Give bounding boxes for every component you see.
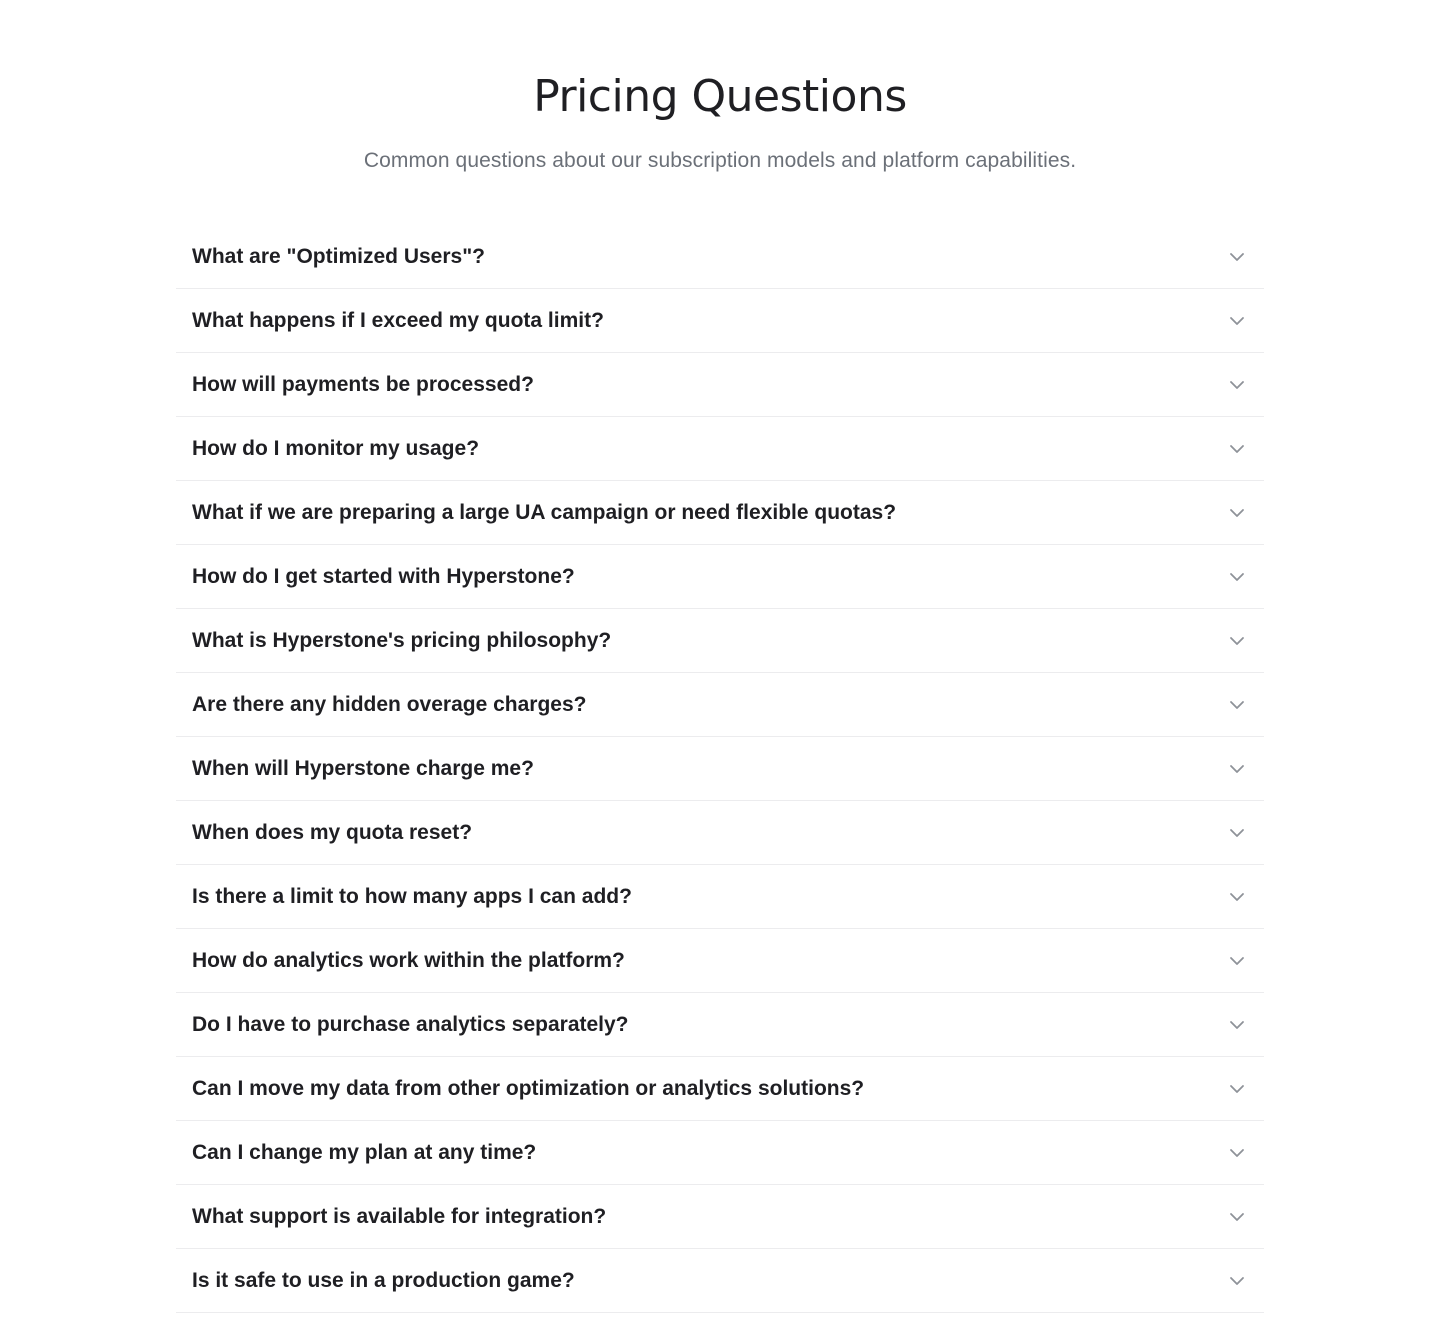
faq-question: How do I monitor my usage? xyxy=(192,436,480,460)
faq-item[interactable] xyxy=(176,289,1264,353)
chevron-down-icon[interactable] xyxy=(1228,632,1246,650)
faq-question: Can I change my plan at any time? xyxy=(192,1140,537,1164)
faq-item[interactable] xyxy=(176,737,1264,801)
faq-question: Is it safe to use in a production game? xyxy=(192,1268,575,1292)
faq-item[interactable] xyxy=(176,609,1264,673)
chevron-down-icon[interactable] xyxy=(1228,952,1246,970)
faq-question: What support is available for integration? xyxy=(192,1204,607,1228)
chevron-down-icon[interactable] xyxy=(1228,568,1246,586)
chevron-down-icon[interactable] xyxy=(1228,696,1246,714)
page-subtitle: Common questions about our subscription models and platform capabilities. xyxy=(363,149,1077,172)
faq-item[interactable] xyxy=(176,225,1264,289)
faq-item[interactable] xyxy=(176,481,1264,545)
chevron-down-icon[interactable] xyxy=(1228,1272,1246,1290)
chevron-down-icon[interactable] xyxy=(1228,1144,1246,1162)
faq-item[interactable] xyxy=(176,417,1264,481)
faq-question: Can I move my data from other optimization or analytics solutions? xyxy=(192,1076,865,1100)
chevron-down-icon[interactable] xyxy=(1228,1208,1246,1226)
faq-question: Do I have to purchase analytics separately? xyxy=(192,1012,629,1036)
chevron-down-icon[interactable] xyxy=(1228,888,1246,906)
faq-question: Is there a limit to how many apps I can add? xyxy=(192,884,632,908)
chevron-down-icon[interactable] xyxy=(1228,760,1246,778)
page-title: Pricing Questions xyxy=(533,71,907,122)
faq-question: How do I get started with Hyperstone? xyxy=(192,564,575,588)
faq-item[interactable] xyxy=(176,545,1264,609)
faq-item[interactable] xyxy=(176,865,1264,929)
faq-list xyxy=(176,225,1264,1313)
faq-question: How will payments be processed? xyxy=(192,372,534,396)
faq-question: When will Hyperstone charge me? xyxy=(192,756,534,780)
chevron-down-icon[interactable] xyxy=(1228,1080,1246,1098)
faq-item[interactable] xyxy=(176,673,1264,737)
faq-item[interactable] xyxy=(176,1185,1264,1249)
faq-question: Are there any hidden overage charges? xyxy=(192,692,587,716)
chevron-down-icon[interactable] xyxy=(1228,376,1246,394)
faq-question: How do analytics work within the platform? xyxy=(192,948,625,972)
faq-question: When does my quota reset? xyxy=(192,820,473,844)
chevron-down-icon[interactable] xyxy=(1228,248,1246,266)
chevron-down-icon[interactable] xyxy=(1228,1016,1246,1034)
faq-question: What is Hyperstone's pricing philosophy? xyxy=(192,628,612,652)
faq-item[interactable] xyxy=(176,1057,1264,1121)
faq-item[interactable] xyxy=(176,1121,1264,1185)
faq-item[interactable] xyxy=(176,353,1264,417)
faq-item[interactable] xyxy=(176,993,1264,1057)
chevron-down-icon[interactable] xyxy=(1228,824,1246,842)
faq-question: What happens if I exceed my quota limit? xyxy=(192,308,604,332)
chevron-down-icon[interactable] xyxy=(1228,504,1246,522)
faq-question: What are "Optimized Users"? xyxy=(192,244,485,268)
chevron-down-icon[interactable] xyxy=(1228,312,1246,330)
faq-item[interactable] xyxy=(176,1249,1264,1313)
chevron-down-icon[interactable] xyxy=(1228,440,1246,458)
faq-item[interactable] xyxy=(176,801,1264,865)
faq-item[interactable] xyxy=(176,929,1264,993)
faq-question: What if we are preparing a large UA campaign or need flexible quotas? xyxy=(192,500,897,524)
